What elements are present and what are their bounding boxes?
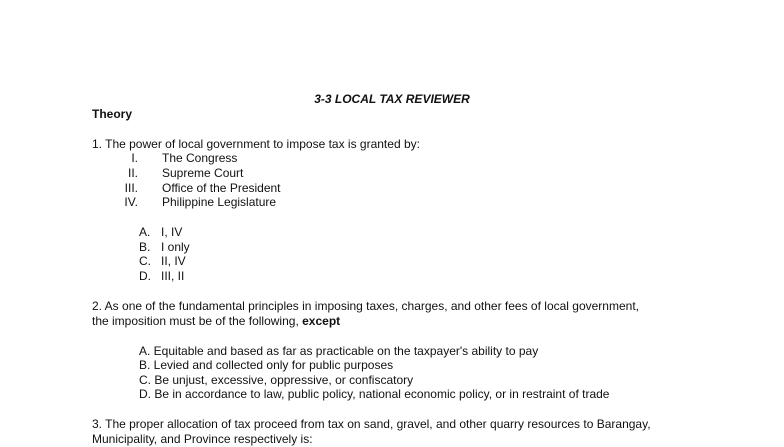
q1-choice-b xyxy=(139,240,190,255)
q1-choice-a-text: I, IV xyxy=(161,225,183,239)
q2-option-d: D. Be in accordance to law, public policy, national economic policy, or in restraint of trade xyxy=(139,387,610,401)
q1-choice-d xyxy=(139,269,184,284)
question-3-line-1: 3. The proper allocation of tax proceed from tax on sand, gravel, and other quarry resources to Barangay, xyxy=(92,417,651,431)
q1-item-2-number: II. xyxy=(127,166,138,180)
q1-choice-a-letter: A. xyxy=(139,225,151,239)
q2-option-b: B. Levied and collected only for public purposes xyxy=(139,358,394,372)
q1-item-4-text: Philippine Legislature xyxy=(162,195,277,209)
question-2-line-2-text: the imposition must be of the following, xyxy=(92,314,303,328)
question-1-text: 1. The power of local government to impose tax is granted by: xyxy=(92,137,420,151)
question-3-line-2: Municipality, and Province respectively is: xyxy=(92,432,313,446)
q1-choice-b-letter: B. xyxy=(139,240,151,254)
q1-item-1-number: I. xyxy=(131,151,138,165)
question-2-emphasis: except xyxy=(302,314,341,328)
q1-item-2-text: Supreme Court xyxy=(162,166,244,180)
q1-choice-d-letter: D. xyxy=(139,269,151,283)
q1-choice-a xyxy=(139,225,182,240)
q2-option-a: A. Equitable and based as far as practicable on the taxpayer's ability to pay xyxy=(139,344,539,358)
question-2-line-2 xyxy=(92,314,340,329)
q1-choice-c xyxy=(139,254,186,269)
q1-choice-b-text: I only xyxy=(161,240,190,254)
q2-option-c: C. Be unjust, excessive, oppressive, or confiscatory xyxy=(139,373,414,387)
q1-item-3-number: III. xyxy=(124,181,138,195)
q1-choice-c-text: II, IV xyxy=(161,254,186,268)
q1-choice-c-letter: C. xyxy=(139,254,151,268)
document-title: 3-3 LOCAL TAX REVIEWER xyxy=(314,92,470,106)
section-heading: Theory xyxy=(92,107,133,121)
q1-item-3-text: Office of the President xyxy=(162,181,281,195)
q1-item-4-number: IV. xyxy=(124,195,138,209)
q1-item-1-text: The Congress xyxy=(162,151,238,165)
question-2-line-1: 2. As one of the fundamental principles in imposing taxes, charges, and other fees of local government, xyxy=(92,299,639,313)
q1-choice-d-text: III, II xyxy=(161,269,185,283)
